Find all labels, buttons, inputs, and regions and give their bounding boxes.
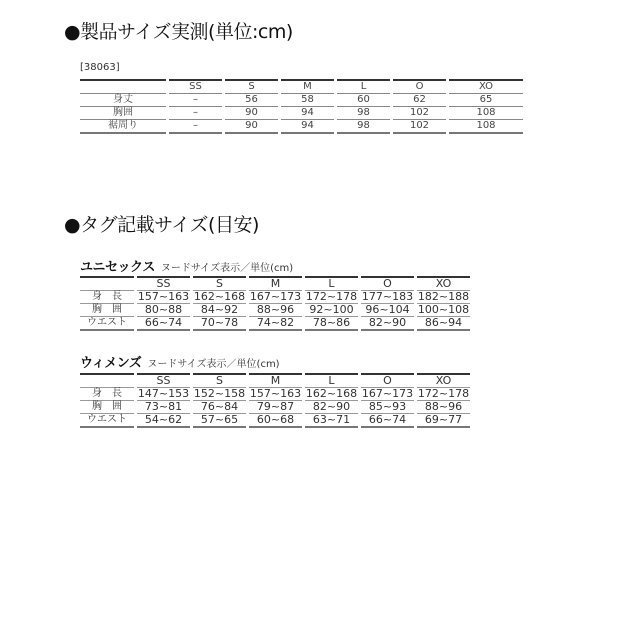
header-cell	[80, 79, 166, 94]
cell: 162~168	[193, 290, 246, 303]
cell: 96~104	[361, 304, 414, 317]
cell: 62	[393, 94, 446, 107]
product-size-heading: ●製品サイズ実測(単位:cm)	[64, 21, 293, 43]
unisex-label: ユニセックス	[80, 260, 155, 275]
header-cell: L	[305, 276, 358, 291]
unisex-note: ヌードサイズ表示／単位(cm)	[160, 263, 294, 274]
header-cell: S	[193, 276, 246, 291]
header-cell: S	[225, 79, 278, 94]
cell: 94	[281, 107, 334, 120]
header-cell: XO	[417, 276, 470, 291]
header-cell: SS	[169, 79, 222, 94]
cell: 88~96	[417, 401, 470, 414]
header-cell	[80, 276, 134, 291]
cell: 147~153	[137, 387, 190, 400]
cell: 66~74	[361, 414, 414, 428]
cell: –	[169, 94, 222, 107]
model-code: [38063]	[80, 62, 120, 73]
cell: 80~88	[137, 304, 190, 317]
cell: 76~84	[193, 401, 246, 414]
table-header-row	[80, 79, 523, 94]
row-label: 身丈	[80, 94, 166, 107]
cell: 162~168	[305, 387, 358, 400]
cell: 82~90	[305, 401, 358, 414]
header-cell: O	[361, 276, 414, 291]
cell: 54~62	[137, 414, 190, 428]
table-row	[80, 317, 470, 331]
cell: 167~173	[361, 387, 414, 400]
cell: 56	[225, 94, 278, 107]
header-cell: XO	[417, 373, 470, 388]
table-row	[80, 94, 523, 107]
cell: 85~93	[361, 401, 414, 414]
cell: 65	[449, 94, 523, 107]
cell: 84~92	[193, 304, 246, 317]
womens-label: ウィメンズ	[80, 356, 142, 371]
header-cell: L	[337, 79, 390, 94]
row-label: 裾周り	[80, 120, 166, 134]
cell: 66~74	[137, 317, 190, 331]
tag-size-heading: ●タグ記載サイズ(目安)	[64, 214, 259, 236]
header-cell: M	[249, 373, 302, 388]
cell: 100~108	[417, 303, 470, 316]
header-cell	[80, 373, 134, 388]
cell: 98	[337, 120, 390, 134]
cell: 157~163	[137, 290, 190, 303]
cell: 88~96	[249, 304, 302, 317]
cell: 58	[281, 94, 334, 107]
cell: 82~90	[361, 317, 414, 331]
cell: 60	[337, 94, 390, 107]
row-label: 身 長	[80, 291, 134, 304]
cell: 92~100	[305, 304, 358, 317]
cell: 63~71	[305, 414, 358, 428]
cell: 78~86	[305, 317, 358, 331]
cell: 86~94	[417, 317, 470, 331]
womens-note: ヌードサイズ表示／単位(cm)	[147, 359, 280, 370]
cell: 102	[393, 107, 446, 120]
table-header-row	[80, 373, 470, 388]
cell: 70~78	[193, 317, 246, 331]
unisex-size-table	[77, 276, 473, 331]
table-header-row	[80, 276, 470, 291]
womens-subheading	[80, 352, 280, 371]
cell: 98	[337, 107, 390, 120]
cell: 108	[449, 107, 523, 120]
header-cell: O	[393, 79, 446, 94]
cell: 167~173	[249, 290, 302, 303]
header-cell: SS	[137, 373, 190, 388]
cell: 73~81	[137, 401, 190, 414]
header-cell: M	[249, 276, 302, 291]
unisex-subheading	[80, 256, 293, 275]
row-label: ウエスト	[80, 414, 134, 428]
cell: 102	[393, 120, 446, 134]
cell: 157~163	[249, 387, 302, 400]
cell: 94	[281, 120, 334, 134]
header-cell: O	[361, 373, 414, 388]
cell: 152~158	[193, 387, 246, 400]
header-cell: L	[305, 373, 358, 388]
row-label: 胸 囲	[80, 304, 134, 317]
cell: 182~188	[417, 290, 470, 303]
header-cell: S	[193, 373, 246, 388]
cell: 172~178	[305, 290, 358, 303]
cell: 74~82	[249, 317, 302, 331]
header-cell: XO	[449, 79, 523, 94]
cell: –	[169, 107, 222, 120]
womens-size-table	[77, 373, 473, 428]
row-label: 胸 囲	[80, 401, 134, 414]
cell: 57~65	[193, 414, 246, 428]
cell: 90	[225, 107, 278, 120]
header-cell: SS	[137, 276, 190, 291]
row-label: 身 長	[80, 388, 134, 401]
measured-size-table	[77, 79, 526, 134]
cell: 90	[225, 120, 278, 134]
header-cell: M	[281, 79, 334, 94]
cell: 108	[449, 120, 523, 134]
cell: 79~87	[249, 401, 302, 414]
cell: 69~77	[417, 414, 470, 428]
row-label: ウエスト	[80, 317, 134, 331]
table-row	[80, 120, 523, 134]
cell: 172~178	[417, 387, 470, 400]
cell: –	[169, 120, 222, 134]
cell: 177~183	[361, 290, 414, 303]
row-label: 胸囲	[80, 107, 166, 120]
cell: 60~68	[249, 414, 302, 428]
table-row	[80, 107, 523, 120]
table-row	[80, 414, 470, 428]
